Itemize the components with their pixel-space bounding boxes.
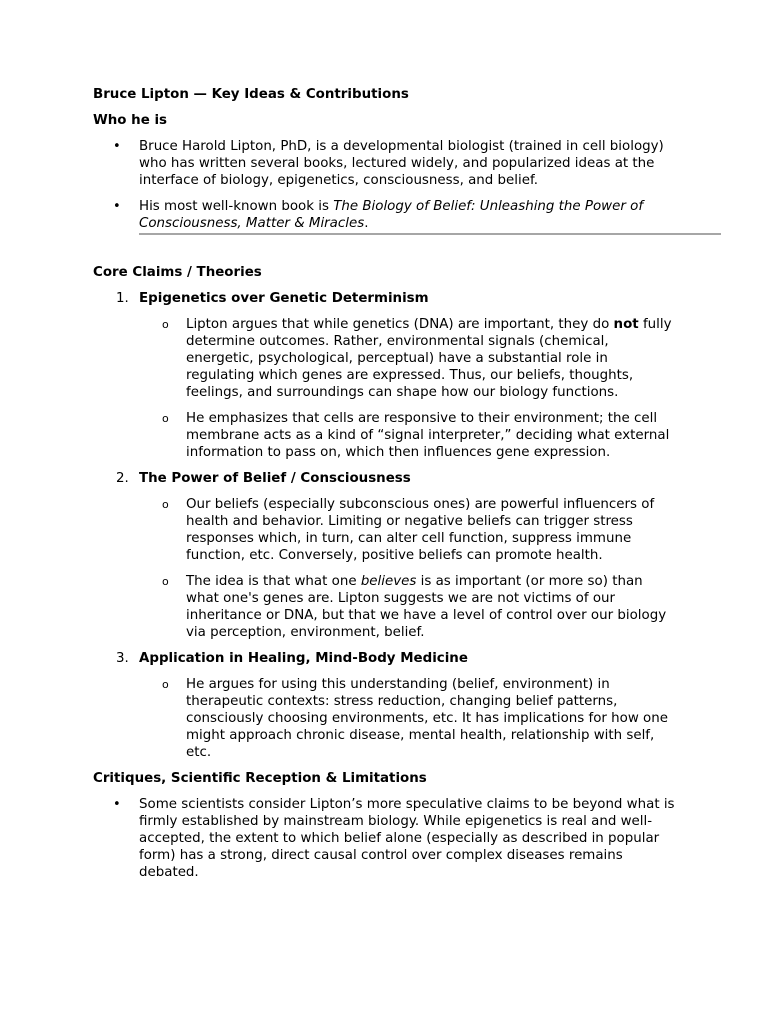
item-number: 1. — [116, 291, 129, 306]
sub-marker: o — [162, 412, 169, 425]
sub-text-after: is as important (or more so) than what one's genes are. Lipton suggests we are not victims of our inheritance or DNA, but that we have a level of control over our biology via perception, environment, belief. — [186, 574, 667, 640]
bullet-text-suffix: . — [364, 216, 369, 231]
divider-wrap — [93, 232, 721, 264]
sub-text-after: fully determine outcomes. Rather, environmental signals (chemical, energetic, psychological, perceptual) have a substantial role in regulating which genes are expressed. Thus, our beliefs, thoughts, feelings, and surroundings can shape how our biology functions. — [186, 317, 672, 400]
sub-text: He emphasizes that cells are responsive to their environment; the cell membrane acts as a kind of “signal interpreter,” deciding what external information to pass on, which then influences gene expression. — [186, 411, 670, 460]
document-page — [93, 86, 721, 881]
bullet-marker: • — [113, 139, 121, 154]
list-item — [93, 138, 679, 189]
horizontal-rule — [139, 233, 721, 235]
sub-text: Our beliefs (especially subconscious ones) are powerful influencers of health and behavior. Limiting or negative beliefs can trigger stress responses which, in turn, can alter cell function, suppress immune function, etc. Conversely, positive beliefs can promote health. — [186, 497, 655, 563]
emphasis-believes: believes — [360, 574, 417, 589]
list-item — [93, 198, 679, 232]
numbered-item-2 — [93, 470, 721, 487]
sub-marker: o — [162, 498, 169, 511]
bullet-text: Some scientists consider Lipton’s more speculative claims to be beyond what is firmly established by mainstream biology. While epigenetics is real and well-accepted, the extent to which belief alone (especially as described in popular form) has a strong, direct causal control over complex diseases remains debated. — [139, 797, 675, 880]
book-title: The Biology of Belief: Unleashing the Power of Consciousness, Matter & Miracles — [139, 199, 644, 231]
sub-text-before: The idea is that what one — [186, 574, 361, 589]
document-title: Bruce Lipton — Key Ideas & Contributions — [93, 87, 409, 102]
sub-list-item — [93, 496, 676, 564]
bullet-text: Bruce Harold Lipton, PhD, is a developmental biologist (trained in cell biology) who has written several books, lectured widely, and popularized ideas at the interface of biology, epigenetics, consciousness, and belief. — [139, 139, 664, 188]
sub-list-item — [93, 676, 676, 761]
sub-text: He argues for using this understanding (belief, environment) in therapeutic contexts: stress reduction, changing belief patterns, consciously choosing environments, etc. It has implications for how one might approach chronic disease, mental health, relationship with self, etc. — [186, 677, 668, 760]
section-heading-core: Core Claims / Theories — [93, 265, 262, 280]
emphasis-not: not — [613, 317, 639, 332]
sub-text-before: Lipton argues that while genetics (DNA) are important, they do — [186, 317, 614, 332]
bullet-marker: • — [113, 199, 121, 214]
numbered-item-1 — [93, 290, 721, 307]
bullet-text-prefix: His most well-known book is — [139, 199, 334, 214]
section-heading-critiques: Critiques, Scientific Reception & Limitations — [93, 771, 427, 786]
sub-marker: o — [162, 575, 169, 588]
sub-list-item — [93, 316, 676, 401]
item-number: 3. — [116, 651, 129, 666]
sub-marker: o — [162, 318, 169, 331]
bullet-marker: • — [113, 797, 121, 812]
item-title: Epigenetics over Genetic Determinism — [139, 291, 429, 306]
list-item — [93, 796, 679, 881]
item-number: 2. — [116, 471, 129, 486]
sub-marker: o — [162, 678, 169, 691]
sub-list-item — [93, 410, 676, 461]
sub-list-item — [93, 573, 676, 641]
item-title: The Power of Belief / Consciousness — [139, 471, 411, 486]
numbered-item-3 — [93, 650, 721, 667]
section-heading-who: Who he is — [93, 113, 168, 128]
item-title: Application in Healing, Mind-Body Medicine — [139, 651, 468, 666]
